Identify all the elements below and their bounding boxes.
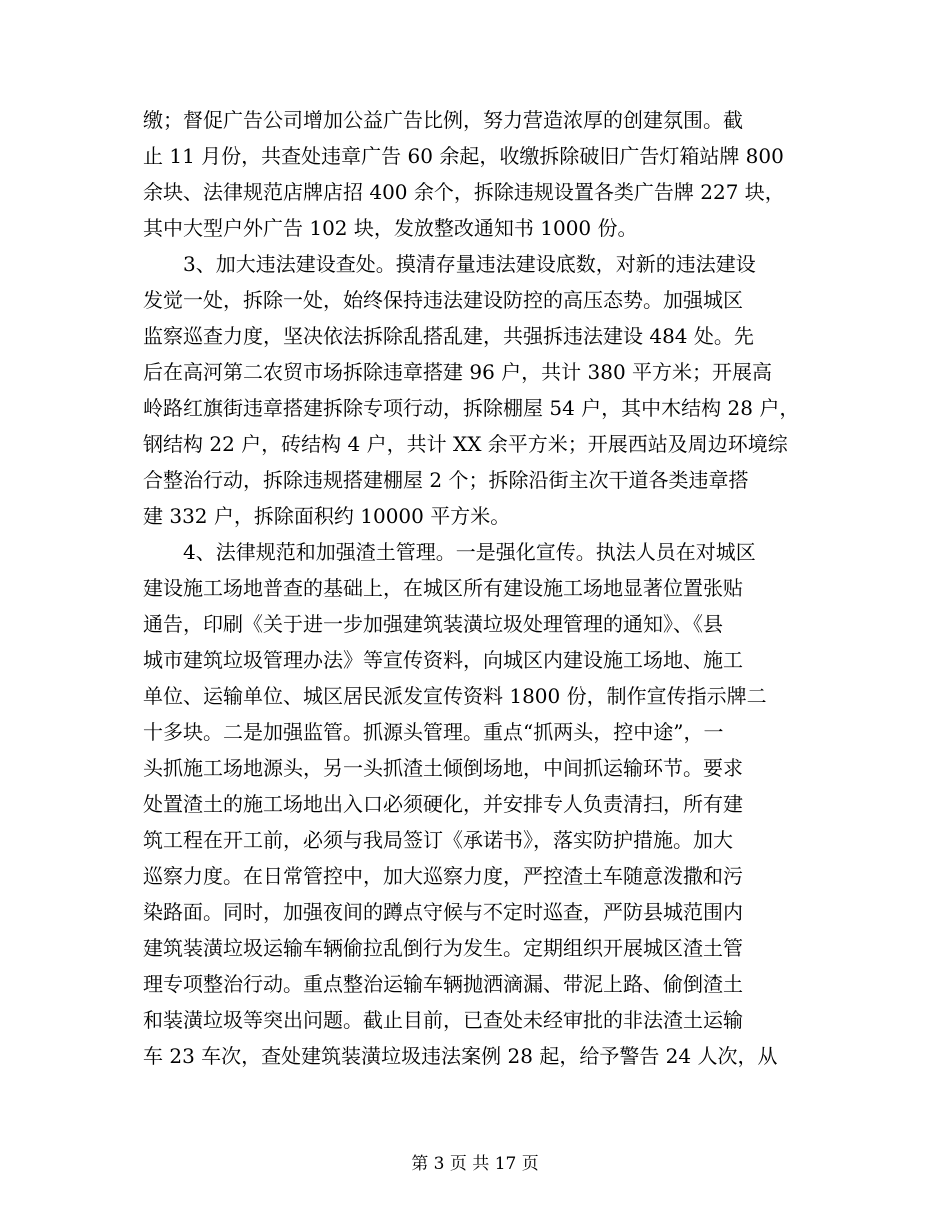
page-number-label: 第 3 页 共 17 页 — [411, 1154, 539, 1174]
text-line: 监察巡查力度，坚决依法拆除乱搭乱建，共强拆违法建设 484 处。先 — [143, 324, 754, 348]
text-line: 车 23 车次，查处建筑装潢垃圾违法案例 28 起，给予警告 24 人次，从 — [143, 1044, 778, 1068]
text-line: 染路面。同时，加强夜间的蹲点守候与不定时巡查，严防县城范围内 — [143, 900, 743, 924]
text-line: 钢结构 22 户，砖结构 4 户，共计 XX 余平方米；开展西站及周边环境综 — [143, 432, 788, 456]
text-line: 头抓施工场地源头，另一头抓渣土倾倒场地，中间抓运输环节。要求 — [143, 756, 743, 780]
text-line: 其中大型户外广告 102 块，发放整改通知书 1000 份。 — [143, 216, 638, 240]
text-line: 城市建筑垃圾管理办法》等宣传资料，向城区内建设施工场地、施工 — [143, 648, 743, 672]
text-line: 处置渣土的施工场地出入口必须硬化，并安排专人负责清扫，所有建 — [143, 792, 743, 816]
text-line: 合整治行动，拆除违规搭建棚屋 2 个；拆除沿街主次干道各类违章搭 — [143, 468, 749, 492]
text-line: 巡察力度。在日常管控中，加大巡察力度，严控渣土车随意泼撒和污 — [143, 864, 743, 888]
text-line: 建筑装潢垃圾运输车辆偷拉乱倒行为发生。定期组织开展城区渣土管 — [143, 936, 743, 960]
text-line: 3、加大违法建设查处。摸清存量违法建设底数，对新的违法建设 — [183, 252, 756, 276]
text-line: 止 11 月份，共查处违章广告 60 余起，收缴拆除破旧广告灯箱站牌 800 — [143, 144, 784, 168]
text-line: 和装潢垃圾等突出问题。截止目前，已查处未经审批的非法渣土运输 — [143, 1008, 743, 1032]
text-line: 缴；督促广告公司增加公益广告比例，努力营造浓厚的创建氛围。截 — [143, 108, 743, 132]
text-line: 十多块。二是加强监管。抓源头管理。重点“抓两头，控中途”，一 — [143, 720, 724, 744]
text-line: 岭路红旗街违章搭建拆除专项行动，拆除棚屋 54 户，其中木结构 28 户， — [143, 396, 800, 420]
text-line: 通告，印刷《关于进一步加强建筑装潢垃圾处理管理的通知》、《县 — [143, 612, 723, 636]
text-line: 余块、法律规范店牌店招 400 余个，拆除违规设置各类广告牌 227 块， — [143, 180, 785, 204]
text-line: 理专项整治行动。重点整治运输车辆抛洒滴漏、带泥上路、偷倒渣土 — [143, 972, 743, 996]
text-line: 建 332 户，拆除面积约 10000 平方米。 — [143, 504, 511, 528]
text-line: 建设施工场地普查的基础上，在城区所有建设施工场地显著位置张贴 — [143, 576, 743, 600]
text-line: 后在高河第二农贸市场拆除违章搭建 96 户，共计 380 平方米；开展高 — [143, 360, 773, 384]
text-line: 筑工程在开工前，必须与我局签订《承诺书》，落实防护措施。加大 — [143, 828, 733, 852]
page-footer — [0, 1152, 950, 1176]
text-line: 4、法律规范和加强渣土管理。一是强化宣传。执法人员在对城区 — [183, 540, 756, 564]
text-line: 发觉一处，拆除一处，始终保持违法建设防控的高压态势。加强城区 — [143, 288, 743, 312]
text-line: 单位、运输单位、城区居民派发宣传资料 1800 份，制作宣传指示牌二 — [143, 684, 767, 708]
